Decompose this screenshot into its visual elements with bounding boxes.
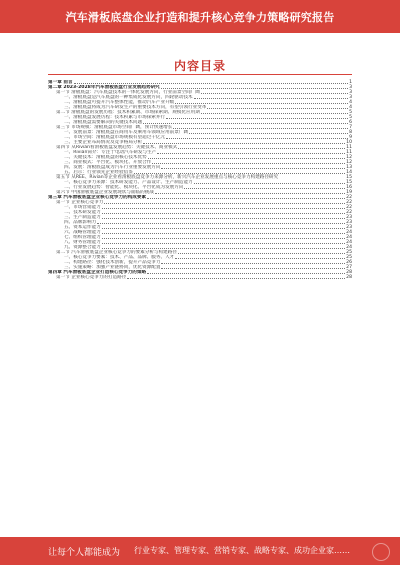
toc-leader-dots: [161, 263, 345, 264]
toc-entry-page: 4: [349, 100, 352, 105]
toc-leader-dots: [143, 143, 345, 144]
toc-entry-label: 五、启示：行业领先企业经验借鉴: [64, 170, 133, 175]
toc-entry-label: 第二节 滑板底盘的发展历程：技术积累期、市场探索期、规模化应用期: [56, 110, 200, 115]
toc-leader-dots: [104, 203, 345, 204]
toc-entry-label: 七、组织管理能力: [64, 235, 101, 240]
toc-entry-label: 一、核心竞争力来源：技术研发能力、产品设计、生产制造能力: [64, 180, 193, 185]
toc-entry-page: 5: [349, 110, 352, 115]
toc-entry-label: 一、Rivian简介：专注于电动汽车研发与生产: [64, 150, 157, 155]
toc-leader-dots: [102, 243, 345, 244]
toc-entry-label: 第四节 从Rivian看滑板底盘发展趋势：关键技术、商业模式: [56, 145, 178, 150]
toc-leader-dots: [155, 193, 345, 194]
toc-entry-label: 二、技术研发能力: [64, 210, 101, 215]
toc-leader-dots: [102, 238, 345, 239]
toc-entry-page: 3: [349, 95, 352, 100]
toc-entry-label: 第五节 从REE、Rivian等企业看滑板底盘竞争力来源分析，新兴汽车企业发展重点与核心竞争力构建路径研究: [56, 175, 279, 180]
toc-leader-dots: [178, 148, 345, 149]
toc-entry-label: 二、关键技术：滑板底盘的核心技术优势: [64, 155, 147, 160]
toc-leader-dots: [166, 118, 348, 119]
toc-leader-dots: [152, 163, 345, 164]
toc-entry-page: 24: [346, 235, 352, 240]
toc-entry-label: 第六节 中国滑板底盘企业发展现状与面临的挑战: [56, 190, 154, 195]
toc-leader-dots: [175, 258, 345, 259]
toc-entry-label: 第四章 汽车滑板底盘企业打造核心竞争力的策略: [48, 270, 147, 275]
toc-entry-label: 二、滑板底盘需要解决的关键技术问题: [64, 120, 143, 125]
toc-heading: 内容目录: [173, 59, 226, 73]
toc-entry-page: 22: [346, 205, 352, 210]
toc-entry-page: 22: [346, 200, 352, 205]
toc-entry-page: 12: [346, 160, 352, 165]
toc-entry-page: 3: [349, 90, 352, 95]
toc-entry-label: 一、发展前景：滑板底盘在商用车及乘用车领域应用前景广阔: [64, 130, 189, 135]
toc-entry-page: 7: [349, 125, 352, 130]
toc-leader-dots: [184, 188, 345, 189]
toc-entry-page: 24: [346, 230, 352, 235]
toc-entry-page: 27: [346, 265, 352, 270]
toc-leader-dots: [102, 213, 345, 214]
toc-entry-label: 五、资本运作能力: [64, 225, 101, 230]
toc-entry-label: 第三节 市场规模：滑板底盘市场空间广阔，预计快速增长: [56, 125, 173, 130]
toc-entry-page: 11: [346, 145, 352, 150]
toc-entry-page: 5: [349, 115, 352, 120]
table-of-contents: [48, 80, 352, 280]
toc-entry-label: 四、品牌影响力: [64, 220, 97, 225]
toc-entry[interactable]: [48, 275, 352, 280]
toc-entry-label: 八、财务管理能力: [64, 240, 101, 245]
toc-leader-dots: [74, 83, 348, 84]
toc-entry-label: 六、战略管理能力: [64, 230, 101, 235]
toc-entry-page: 19: [346, 190, 352, 195]
toc-leader-dots: [194, 183, 346, 184]
toc-leader-dots: [143, 123, 348, 124]
toc-leader-dots: [166, 138, 348, 139]
toc-entry-page: 24: [346, 240, 352, 245]
toc-entry-label: 三、商业模式：平台化、模块化、开放合作: [64, 160, 152, 165]
toc-entry-page: 1: [349, 80, 352, 85]
toc-leader-dots: [148, 158, 345, 159]
report-header-banner: [0, 0, 400, 33]
toc-leader-dots: [157, 153, 345, 154]
toc-entry-page: 28: [346, 270, 352, 275]
toc-entry-label: 一、市场营销能力: [64, 205, 101, 210]
toc-entry-label: 二、市场空间：滑板底盘市场规模有望超过千亿元: [64, 135, 166, 140]
toc-entry-page: 8: [349, 130, 352, 135]
toc-entry-label: 第三章 汽车滑板底盘企业核心竞争力的构成要素: [48, 195, 147, 200]
toc-leader-dots: [178, 253, 345, 254]
footer-slogan: 让每个人都能成为: [48, 548, 121, 558]
toc-leader-dots: [147, 273, 345, 274]
toc-entry-label: 第二节 汽车滑板底盘企业核心竞争力的要素分析与构建路径: [56, 250, 177, 255]
toc-leader-dots: [102, 218, 345, 219]
toc-entry-page: 14: [346, 170, 352, 175]
toc-entry-page: 23: [346, 220, 352, 225]
toc-entry-label: 二、滑板底盘可提升汽车整体性能，推动汽车产业升级: [64, 100, 175, 105]
toc-entry-page: 26: [346, 260, 352, 265]
toc-entry-page: 25: [346, 255, 352, 260]
report-title: 汽车滑板底盘企业打造和提升核心竞争力策略研究报告: [65, 11, 335, 24]
toc-entry-label: 三、滑板底盘将成为汽车研发生产的重要技术方向，有望引领行业变革: [64, 105, 207, 110]
toc-entry-page: 24: [346, 245, 352, 250]
toc-entry-label: 第一节 企业核心竞争力的打造路径: [56, 275, 127, 280]
toc-entry-label: 一、核心竞争力要素：技术、产品、品牌、服务、人才: [64, 255, 175, 260]
toc-entry-page: 22: [346, 195, 352, 200]
toc-leader-dots: [102, 228, 345, 229]
toc-leader-dots: [201, 93, 348, 94]
toc-leader-dots: [207, 108, 348, 109]
toc-entry-label: 第一章 前言: [48, 80, 73, 85]
toc-leader-dots: [102, 248, 345, 249]
toc-leader-dots: [161, 168, 345, 169]
toc-leader-dots: [102, 208, 345, 209]
toc-leader-dots: [189, 133, 348, 134]
toc-entry-label: 第二章 2023-2028年汽车滑板底盘行业发展趋势研究: [48, 85, 160, 90]
toc-leader-dots: [102, 233, 345, 234]
footer-roles: 行业专家、管理专家、营销专家、战略专家、成功企业家……: [134, 546, 350, 555]
toc-entry-page: 25: [346, 250, 352, 255]
toc-entry-label: 一、滑板底盘发展历程：技术积累与市场探索并行: [64, 115, 166, 120]
toc-leader-dots: [173, 128, 348, 129]
toc-entry-label: 三、生产制造能力: [64, 215, 101, 220]
toc-entry-page: 22: [346, 210, 352, 215]
toc-entry-label: 第一节 滑板底盘：汽车底盘技术的一体化发展方向，行业前景空间广阔: [56, 90, 200, 95]
toc-entry-label: 一、滑板底盘是汽车底盘的一种集成化发展方向，四轮驱动技术: [64, 95, 193, 100]
toc-leader-dots: [161, 268, 345, 269]
toc-leader-dots: [147, 198, 345, 199]
toc-leader-dots: [134, 173, 345, 174]
toc-entry-page: 15: [346, 180, 352, 185]
toc-entry-page: 16: [346, 185, 352, 190]
toc-entry-label: 二、行业发展趋势：智能化、模块化、平台化成为发展方向: [64, 185, 184, 190]
toc-entry-label: 第一节 企业核心竞争力: [56, 200, 104, 205]
toc-entry-page: 15: [346, 175, 352, 180]
toc-leader-dots: [97, 223, 345, 224]
toc-entry-page: 23: [346, 215, 352, 220]
toc-entry-page: 11: [346, 150, 352, 155]
toc-entry-page: 13: [346, 165, 352, 170]
toc-entry-label: 四、发展：滑板底盘成为汽车行业重要发展方向: [64, 165, 161, 170]
toc-entry-page: 28: [346, 275, 352, 280]
toc-entry-page: 4: [349, 105, 352, 110]
footer-banner: [0, 537, 400, 565]
toc-entry-page: 6: [349, 120, 352, 125]
toc-entry-page: 23: [346, 225, 352, 230]
toc-divider: [48, 74, 352, 75]
toc-leader-dots: [194, 98, 348, 99]
toc-entry-page: 3: [349, 85, 352, 90]
toc-entry-page: 9: [349, 135, 352, 140]
toc-entry-label: 三、实施策略：加强产业链协同，优化资源配置: [64, 265, 161, 270]
toc-entry-label: 三、主要企业布局情况及竞争格局分析: [64, 140, 143, 145]
toc-leader-dots: [161, 88, 348, 89]
toc-entry-page: 12: [346, 155, 352, 160]
toc-leader-dots: [127, 278, 345, 279]
watermark-stamp: [372, 543, 390, 561]
toc-entry-page: 10: [346, 140, 352, 145]
toc-leader-dots: [201, 113, 348, 114]
toc-leader-dots: [175, 103, 348, 104]
toc-entry-label: 二、构建路径：强化技术创新，提升产品竞争力: [64, 260, 161, 265]
toc-entry-label: 九、资源整合能力: [64, 245, 101, 250]
